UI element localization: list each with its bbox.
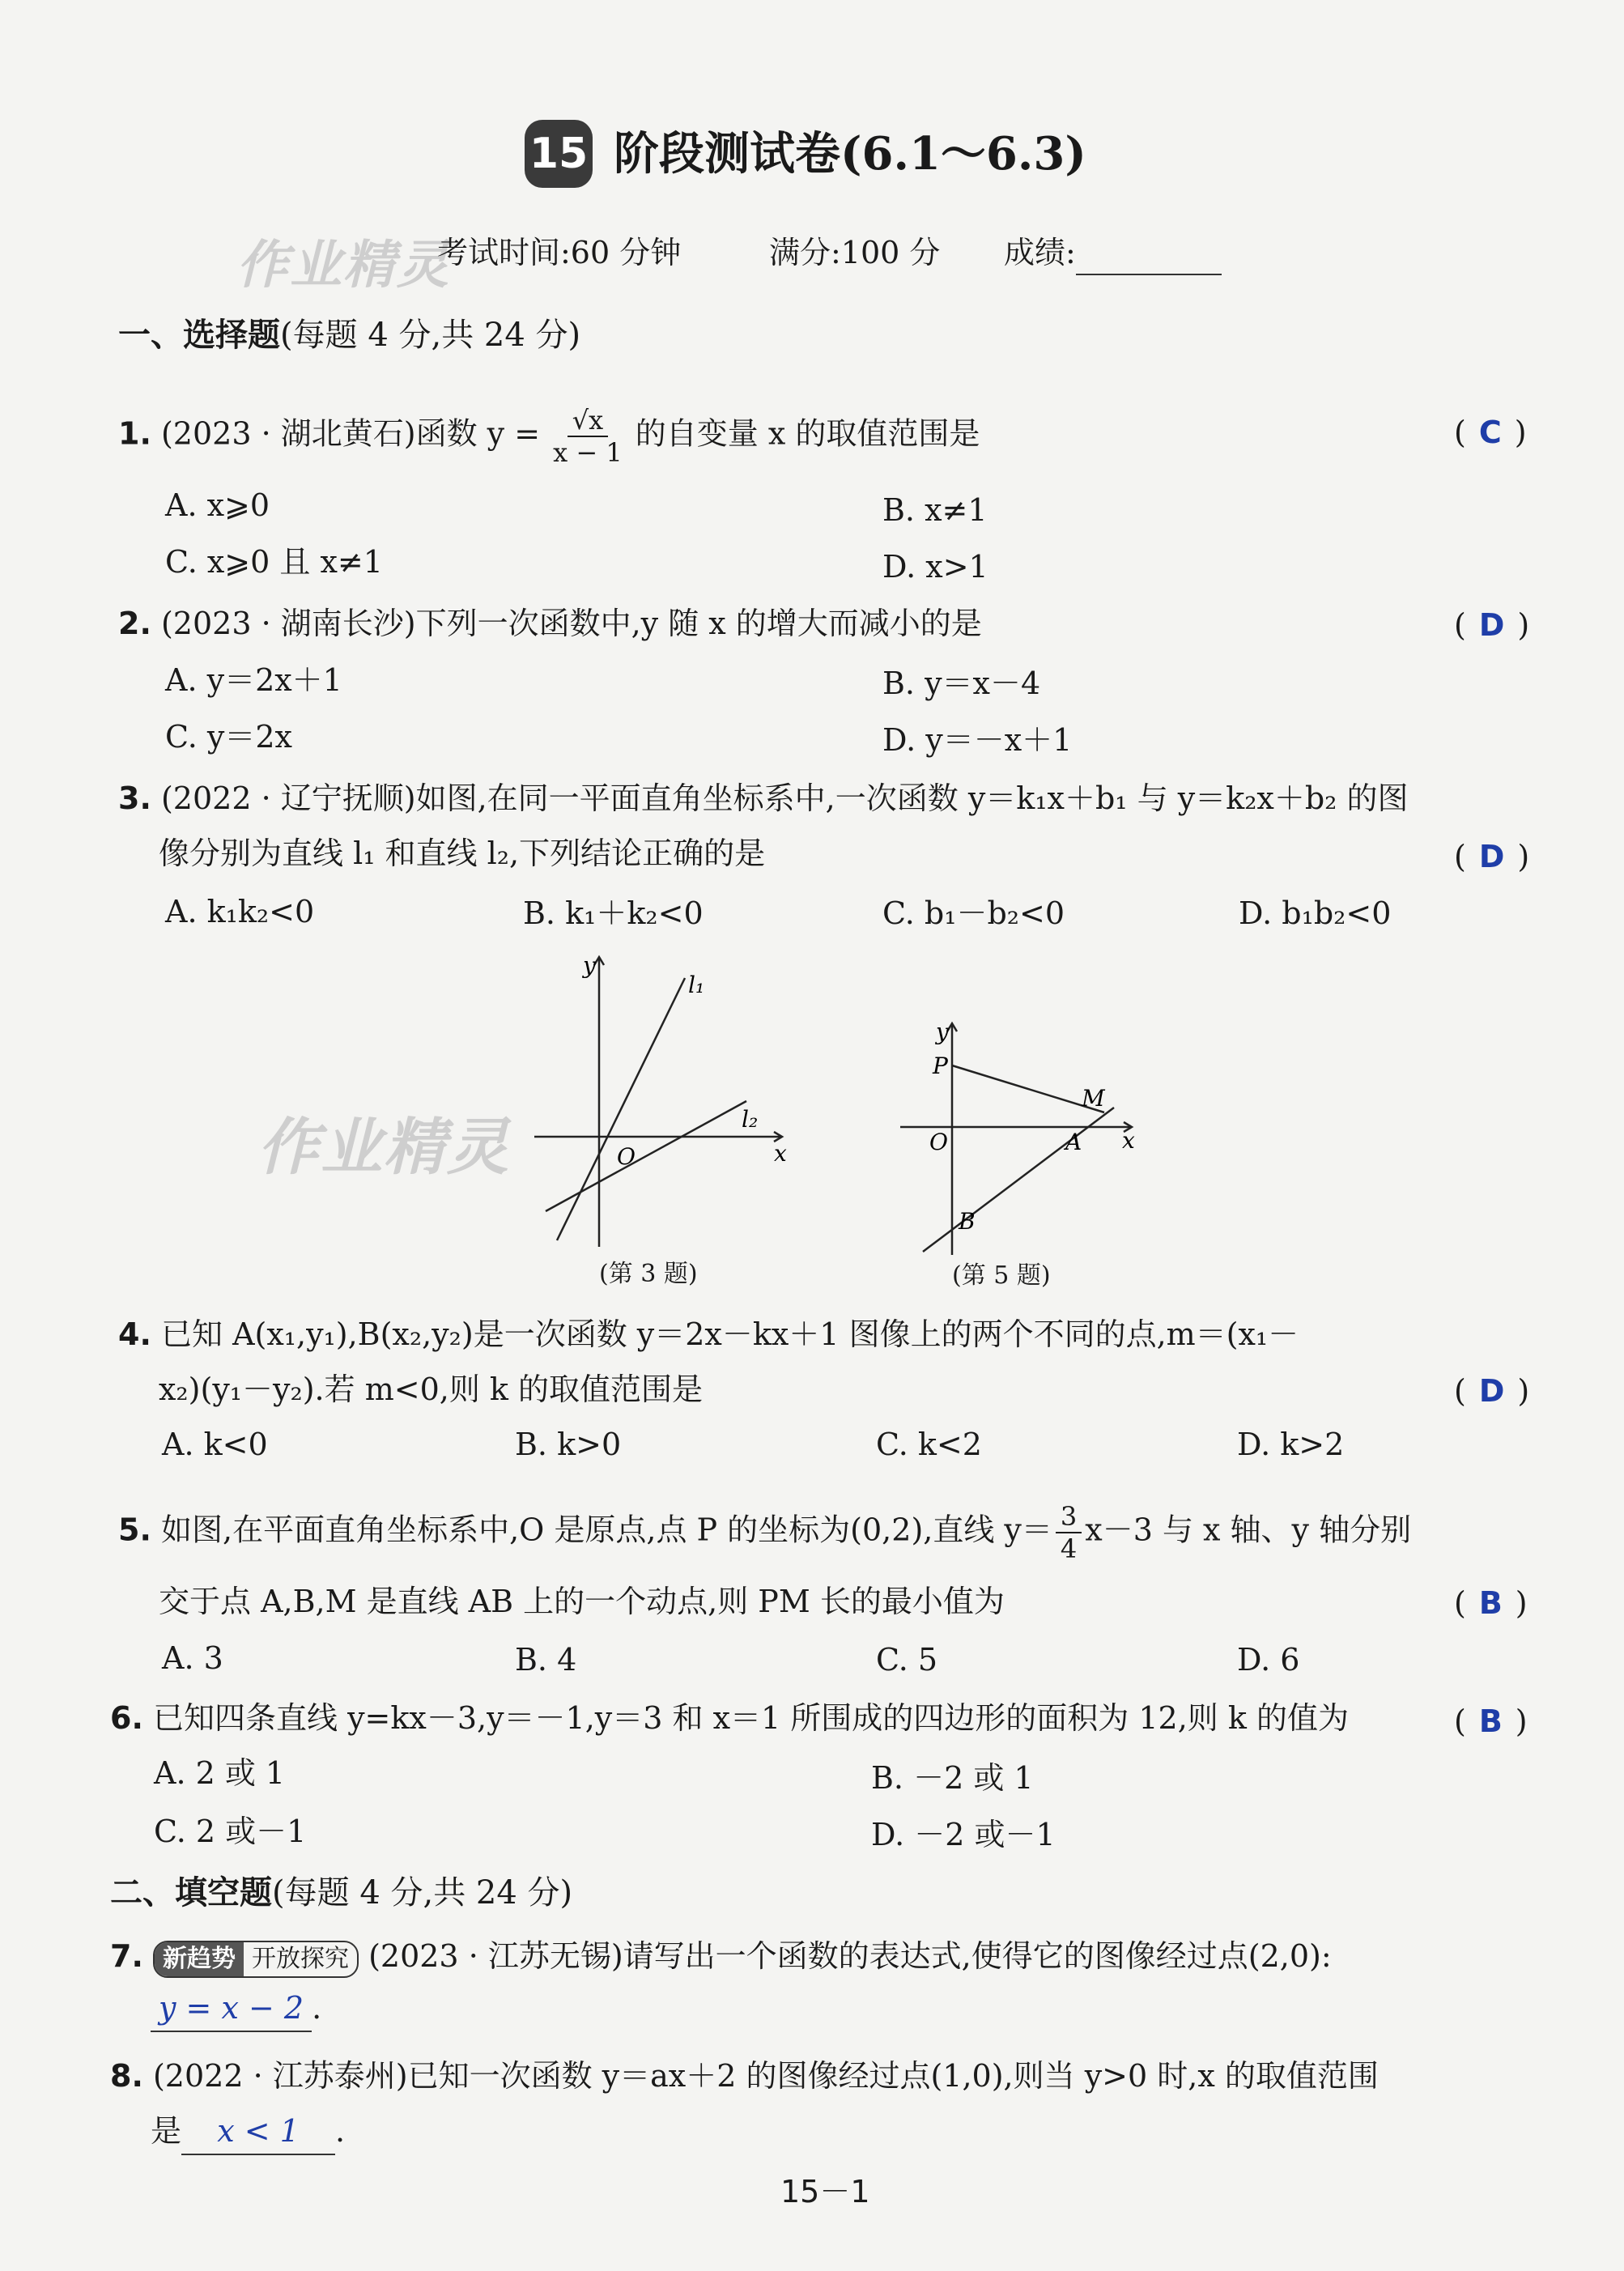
q5-option-c[interactable]: C. 5	[876, 1642, 938, 1678]
q5-option-d[interactable]: D. 6	[1237, 1642, 1300, 1678]
q8-answer-line: 是 x < 1 .	[151, 2108, 345, 2155]
q4-option-d[interactable]: D. k>2	[1237, 1427, 1345, 1462]
fig5-label-o: O	[929, 1129, 948, 1155]
q1-answer: ( C )	[1454, 415, 1527, 450]
q4-option-b[interactable]: B. k>0	[515, 1427, 622, 1462]
q1-option-a[interactable]: A. x⩾0	[165, 487, 270, 523]
q7-answer-blank[interactable]: y = x − 2	[151, 1985, 312, 2032]
section-1-heading: 一、选择题(每题 4 分,共 24 分)	[118, 316, 581, 354]
q3-option-b[interactable]: B. k₁＋k₂<0	[523, 895, 704, 931]
question-1: 1. (2023 · 湖北黄石)函数 y = $\frac{√x}{x - 1}$ 的自变量 x 的取值范围是	[118, 405, 980, 468]
q3-option-d[interactable]: D. b₁b₂<0	[1239, 895, 1392, 931]
fig3-label-l1: l₁	[688, 972, 705, 998]
score-blank[interactable]	[1076, 241, 1222, 275]
q4-option-c[interactable]: C. k<2	[876, 1427, 982, 1462]
fig5-label-x: x	[1122, 1127, 1135, 1154]
fig3-label-o: O	[617, 1143, 636, 1170]
q5-option-a[interactable]: A. 3	[162, 1640, 223, 1676]
fig3-label-l2: l₂	[742, 1106, 759, 1133]
q7-tag: 新趋势 开放探究	[153, 1941, 359, 1978]
q2-option-c[interactable]: C. y＝2x	[165, 719, 292, 755]
figure-3-caption: (第 3 题)	[599, 1260, 698, 1288]
question-4-line-2: x₂)(y₁－y₂).若 m<0,则 k 的取值范围是	[159, 1372, 704, 1407]
q2-answer: ( D )	[1454, 607, 1530, 643]
figure-3-graph	[518, 939, 793, 1247]
q1-fraction: $\frac{√x}{x - 1}$	[553, 405, 623, 468]
q2-option-b[interactable]: B. y＝x－4	[882, 666, 1041, 701]
exam-time: 考试时间:60 分钟	[437, 235, 682, 270]
figure-5-graph	[887, 1012, 1146, 1255]
q5-option-b[interactable]: B. 4	[515, 1642, 577, 1678]
question-3-line-2: 像分别为直线 l₁ 和直线 l₂,下列结论正确的是	[159, 836, 766, 871]
q7-answer-line: y = x − 2 .	[151, 1985, 321, 2032]
q3-option-c[interactable]: C. b₁－b₂<0	[882, 895, 1065, 931]
fig3-label-x: x	[774, 1140, 787, 1167]
watermark-logo: 作业精灵	[236, 236, 450, 296]
question-5-line-1: 5. 如图,在平面直角坐标系中,O 是原点,点 P 的坐标为(0,2),直线 y＝ $\frac{3}{4}$ x－3 与 x 轴、y 轴分别	[118, 1501, 1412, 1564]
question-7: 7. 新趋势 开放探究 (2023 · 江苏无锡)请写出一个函数的表达式,使得它的图像经过点(2,0):	[110, 1933, 1332, 1979]
q5-answer: ( B )	[1454, 1585, 1528, 1621]
q3-option-a[interactable]: A. k₁k₂<0	[165, 894, 315, 929]
q1-option-d[interactable]: D. x>1	[882, 549, 988, 585]
question-2: 2. (2023 · 湖南长沙)下列一次函数中,y 随 x 的增大而减小的是	[118, 606, 982, 641]
score-label: 成绩:	[1004, 235, 1076, 270]
fig5-label-y: y	[936, 1019, 949, 1045]
q2-option-a[interactable]: A. y＝2x＋1	[165, 662, 342, 698]
q2-option-d[interactable]: D. y＝－x＋1	[882, 722, 1073, 758]
figure-watermark: 作业精灵	[257, 1111, 510, 1183]
page-title: 阶段测试卷(6.1～6.3)	[614, 127, 1086, 181]
q1-option-c[interactable]: C. x⩾0 且 x≠1	[165, 544, 383, 580]
q8-answer-blank[interactable]: x < 1	[181, 2108, 335, 2155]
q3-answer: ( D )	[1454, 839, 1530, 874]
test-number-badge: 15	[525, 120, 593, 188]
q6-option-d[interactable]: D. －2 或－1	[871, 1817, 1056, 1852]
question-4-line-1: 4. 已知 A(x₁,y₁),B(x₂,y₂)是一次函数 y＝2x－kx＋1 图像上的两个不同的点,m＝(x₁－	[118, 1316, 1299, 1352]
question-8: 8. (2022 · 江苏泰州)已知一次函数 y＝ax＋2 的图像经过点(1,0),则当 y>0 时,x 的取值范围	[110, 2058, 1379, 2094]
fig5-label-m: M	[1082, 1085, 1105, 1112]
section-2-heading: 二、填空题(每题 4 分,共 24 分)	[110, 1873, 573, 1912]
page-number: 15－1	[780, 2174, 870, 2209]
fig3-line-l2	[546, 1101, 746, 1211]
fig5-label-a: A	[1065, 1129, 1082, 1155]
full-score: 满分:100 分	[769, 235, 941, 270]
fig3-line-l1	[557, 978, 685, 1240]
fig5-label-b: B	[959, 1208, 976, 1235]
fig5-label-p: P	[933, 1053, 948, 1079]
q4-answer: ( D )	[1454, 1373, 1530, 1409]
figure-5-caption: (第 5 题)	[952, 1261, 1051, 1290]
fig3-label-y: y	[583, 952, 596, 979]
question-6: 6. 已知四条直线 y=kx－3,y＝－1,y＝3 和 x＝1 所围成的四边形的面积为 12,则 k 的值为	[110, 1700, 1349, 1736]
question-5-line-2: 交于点 A,B,M 是直线 AB 上的一个动点,则 PM 长的最小值为	[159, 1584, 1005, 1619]
q6-option-b[interactable]: B. －2 或 1	[871, 1760, 1034, 1796]
question-3-line-1: 3. (2022 · 辽宁抚顺)如图,在同一平面直角坐标系中,一次函数 y＝k₁x＋b₁ 与 y＝k₂x＋b₂ 的图	[118, 780, 1409, 816]
q5-fraction: $\frac{3}{4}$	[1056, 1501, 1082, 1564]
q6-option-a[interactable]: A. 2 或 1	[154, 1755, 286, 1791]
q4-option-a[interactable]: A. k<0	[162, 1427, 268, 1462]
q1-option-b[interactable]: B. x≠1	[882, 492, 988, 528]
score-field[interactable]	[1004, 230, 1222, 275]
q6-answer: ( B )	[1454, 1703, 1528, 1739]
q6-option-c[interactable]: C. 2 或－1	[154, 1814, 307, 1849]
